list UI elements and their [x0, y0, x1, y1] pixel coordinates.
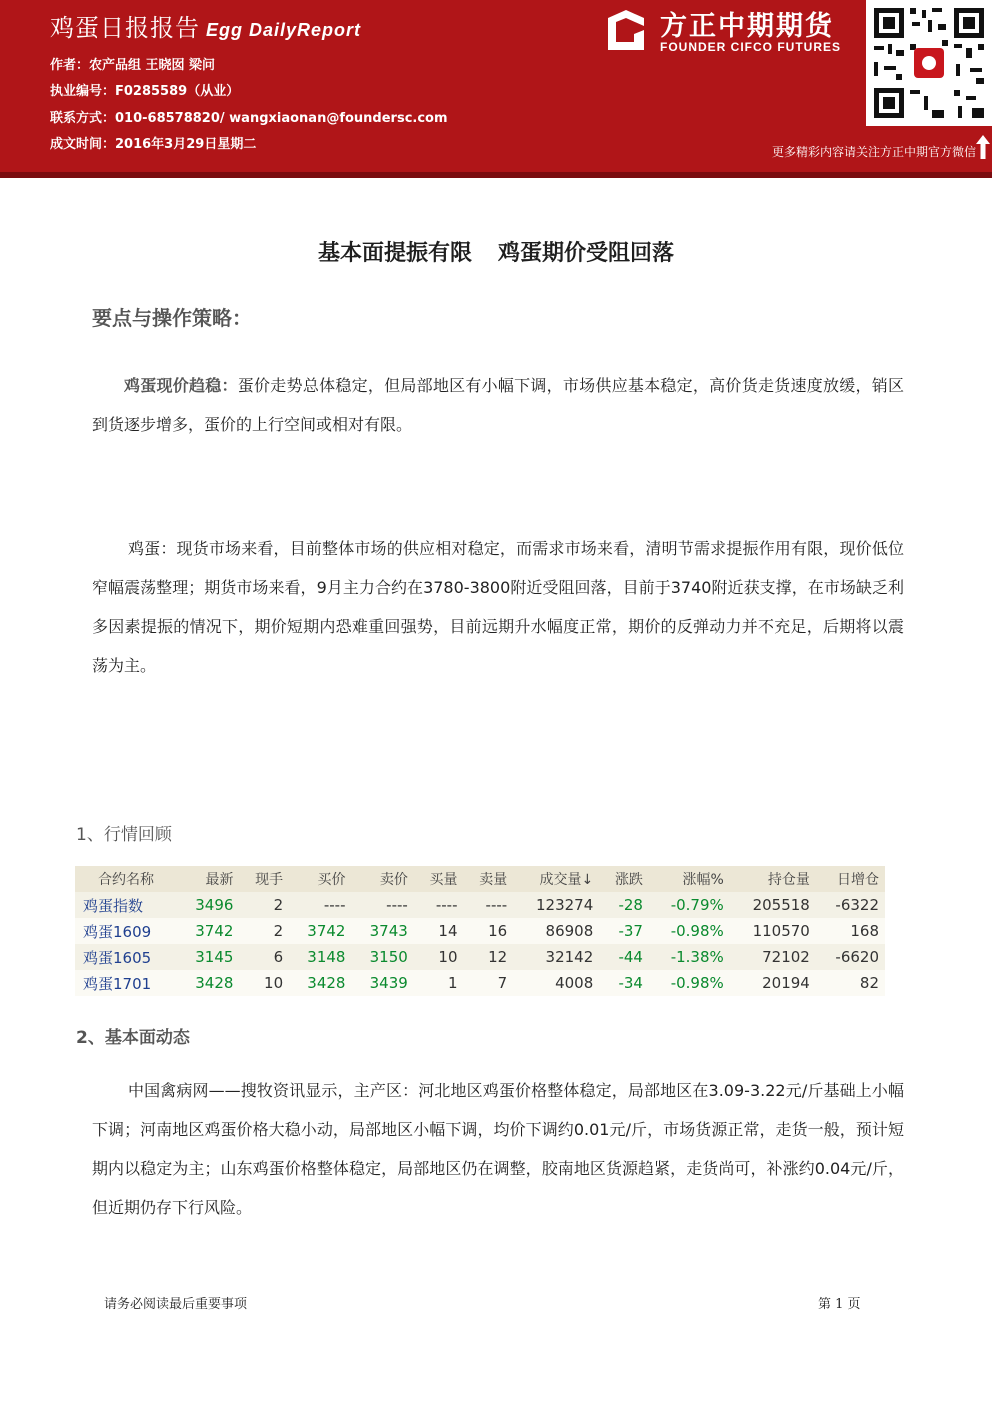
table-row[interactable] — [75, 970, 885, 996]
col-change-pct[interactable]: 涨幅% — [649, 866, 730, 892]
col-volume[interactable]: 成交量↓ — [513, 866, 599, 892]
col-ask[interactable]: 卖价 — [351, 866, 413, 892]
cell-lot: 2 — [239, 892, 289, 918]
cell-change: -34 — [599, 970, 649, 996]
cell-change-pct: -1.38% — [649, 944, 730, 970]
header-divider — [0, 172, 992, 178]
cell-volume: 4008 — [513, 970, 599, 996]
arrow-up-icon — [975, 134, 991, 160]
cell-bid: ---- — [289, 892, 351, 918]
key-points-heading: 要点与操作策略： — [92, 306, 252, 330]
cell-last: 3496 — [177, 892, 239, 918]
cell-bid-vol: 10 — [414, 944, 464, 970]
license-line: 执业编号：F0285589（从业） — [50, 84, 240, 99]
qr-code-icon — [866, 0, 992, 126]
table-row[interactable] — [75, 944, 885, 970]
cell-bid-vol: 1 — [414, 970, 464, 996]
cell-bid: 3428 — [289, 970, 351, 996]
quotes-table — [75, 866, 885, 996]
key-points-paragraph — [92, 366, 904, 444]
cell-ask-vol: 7 — [464, 970, 514, 996]
contact-line: 联系方式：010-68578820/ wangxiaonan@foundersc.com — [50, 111, 448, 126]
cell-bid: 3742 — [289, 918, 351, 944]
cell-lot: 6 — [239, 944, 289, 970]
col-last[interactable]: 最新 — [177, 866, 239, 892]
analysis-paragraph: 鸡蛋：现货市场来看，目前整体市场的供应相对稳定，而需求市场来看，清明节需求提振作用有限，现价低位窄幅震荡整理；期货市场来看，9月主力合约在3780-3800附近受阻回落，目前于3740附近获支撑，在市场缺乏利多因素提振的情况下，期价短期内恐难重回强势，目前远期升水幅度正常，期价的反弹动力并不充足，后期将以震荡为主。 — [92, 539, 904, 675]
cell-ask: 3743 — [351, 918, 413, 944]
cell-open-interest: 205518 — [730, 892, 816, 918]
cell-change: -28 — [599, 892, 649, 918]
col-oi-change[interactable]: 日增仓 — [816, 866, 885, 892]
cell-open-interest: 110570 — [730, 918, 816, 944]
title-part-2: 鸡蛋期价受阻回落 — [498, 241, 675, 266]
cell-ask: ---- — [351, 892, 413, 918]
cell-lot: 10 — [239, 970, 289, 996]
cell-oi-change: -6620 — [816, 944, 885, 970]
company-name-cn: 方正中期期货 — [660, 11, 834, 42]
col-ask-vol[interactable]: 卖量 — [464, 866, 514, 892]
col-bid-vol[interactable]: 买量 — [414, 866, 464, 892]
author-line: 作者：农产品组 王晓囡 梁问 — [50, 58, 216, 73]
col-change[interactable]: 涨跌 — [599, 866, 649, 892]
page-title — [0, 236, 992, 267]
cell-last: 3428 — [177, 970, 239, 996]
cell-volume: 123274 — [513, 892, 599, 918]
cell-contract: 鸡蛋指数 — [75, 892, 177, 918]
col-lot[interactable]: 现手 — [239, 866, 289, 892]
cell-ask-vol: ---- — [464, 892, 514, 918]
cell-contract: 鸡蛋1609 — [75, 918, 177, 944]
page-number: 第 1 页 — [818, 1297, 861, 1312]
cell-change-pct: -0.79% — [649, 892, 730, 918]
table-row[interactable] — [75, 918, 885, 944]
cell-oi-change: -6322 — [816, 892, 885, 918]
section-fundamentals: 2、基本面动态 — [76, 1028, 190, 1048]
report-title-en: Egg DailyReport — [206, 20, 362, 40]
title-part-1: 基本面提振有限 — [317, 241, 472, 266]
cell-ask-vol: 12 — [464, 944, 514, 970]
cell-volume: 32142 — [513, 944, 599, 970]
cell-open-interest: 20194 — [730, 970, 816, 996]
table-row[interactable] — [75, 892, 885, 918]
col-contract[interactable]: 合约名称 — [75, 866, 177, 892]
cell-last: 3145 — [177, 944, 239, 970]
footer-notice: 请务必阅读最后重要事项 — [104, 1297, 248, 1312]
cell-contract: 鸡蛋1701 — [75, 970, 177, 996]
date-line: 成文时间：2016年3月29日星期二 — [50, 137, 257, 152]
cell-bid-vol: 14 — [414, 918, 464, 944]
cell-change: -37 — [599, 918, 649, 944]
report-title-cn: 鸡蛋日报报告 — [50, 14, 200, 42]
cell-last: 3742 — [177, 918, 239, 944]
cell-bid-vol: ---- — [414, 892, 464, 918]
cell-contract: 鸡蛋1605 — [75, 944, 177, 970]
fundamentals-paragraph: 中国禽病网——搜牧资讯显示，主产区：河北地区鸡蛋价格整体稳定，局部地区在3.09-3.22元/斤基础上小幅下调；河南地区鸡蛋价格大稳小动，局部地区小幅下调，均价下调约0.01元/斤，市场货源正常，走货一般，预计短期内以稳定为主；山东鸡蛋价格整体稳定，局部地区仍在调整，胶南地区货源趋紧，走货尚可，补涨约0.04元/斤，但近期仍存下行风险。 — [92, 1081, 904, 1217]
cell-ask-vol: 16 — [464, 918, 514, 944]
cell-ask: 3439 — [351, 970, 413, 996]
cell-volume: 86908 — [513, 918, 599, 944]
company-logo-icon — [604, 8, 648, 52]
cell-change: -44 — [599, 944, 649, 970]
table-header-row — [75, 866, 885, 892]
key-points-text: 蛋价走势总体稳定，但局部地区有小幅下调，市场供应基本稳定，高价货走货速度放缓，销区到货逐步增多，蛋价的上行空间或相对有限。 — [92, 376, 904, 434]
key-points-lead: 鸡蛋现价趋稳： — [124, 376, 238, 395]
report-title — [50, 8, 361, 43]
col-bid[interactable]: 买价 — [289, 866, 351, 892]
col-open-interest[interactable]: 持仓量 — [730, 866, 816, 892]
company-name-en: FOUNDER CIFCO FUTURES — [660, 40, 841, 54]
cell-change-pct: -0.98% — [649, 918, 730, 944]
cell-change-pct: -0.98% — [649, 970, 730, 996]
cell-lot: 2 — [239, 918, 289, 944]
cell-oi-change: 82 — [816, 970, 885, 996]
section-market-review: 1、行情回顾 — [76, 825, 172, 845]
cell-bid: 3148 — [289, 944, 351, 970]
cell-oi-change: 168 — [816, 918, 885, 944]
follow-wechat-text: 更多精彩内容请关注方正中期官方微信 — [771, 145, 976, 159]
cell-open-interest: 72102 — [730, 944, 816, 970]
cell-ask: 3150 — [351, 944, 413, 970]
